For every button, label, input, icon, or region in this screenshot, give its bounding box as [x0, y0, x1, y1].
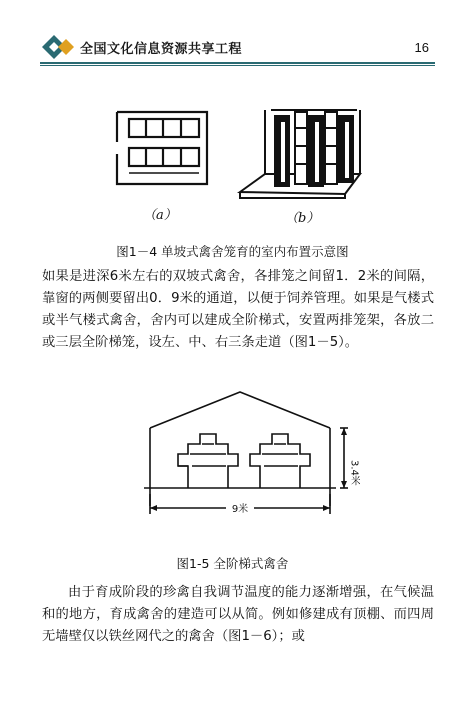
figure-1-5-width-label: 9米: [231, 504, 249, 515]
figure-1-5-caption: 图1-5 全阶梯式禽舍: [176, 556, 289, 571]
figure-1-4a-plan: [117, 112, 207, 184]
figure-1-4b-perspective: [240, 110, 360, 198]
figure-1-4a-label: （a）: [143, 208, 177, 223]
header-rule: [40, 62, 435, 64]
page-number: 16: [414, 40, 429, 55]
page-header: [0, 0, 465, 70]
figure-1-4-caption: 图1－4 单坡式禽舍笼育的室内布置示意图: [116, 244, 349, 259]
figure-1-4: [95, 98, 375, 233]
logo-icon: [40, 34, 76, 60]
paragraph-2: 由于育成阶段的珍禽自我调节温度的能力逐渐增强，在气候温和的地方，育成禽舍的建造可以从简。例如修建成有顶棚、而四周无墙壁仅以铁丝网代之的禽舍（图1－6）；或: [42, 585, 434, 644]
figure-1-5-height-label: 3.4米: [348, 460, 360, 486]
figure-1-5: [130, 388, 360, 543]
figure-1-4b-label: （b）: [285, 211, 320, 226]
header-rule-thin: [40, 65, 435, 66]
paragraph-1: 如果是进深6米左右的双坡式禽舍，各排笼之间留1．2米的间隔，靠窗的两侧要留出0．9米的通道，以便于饲养管理。如果是气楼式或半气楼式禽舍，舍内可以建成全阶梯式，安置两排笼架，各放二或三层全阶梯笼，设左、中、右三条走道（图1－5）。: [42, 269, 434, 350]
header-title: 全国文化信息资源共享工程: [80, 42, 243, 57]
